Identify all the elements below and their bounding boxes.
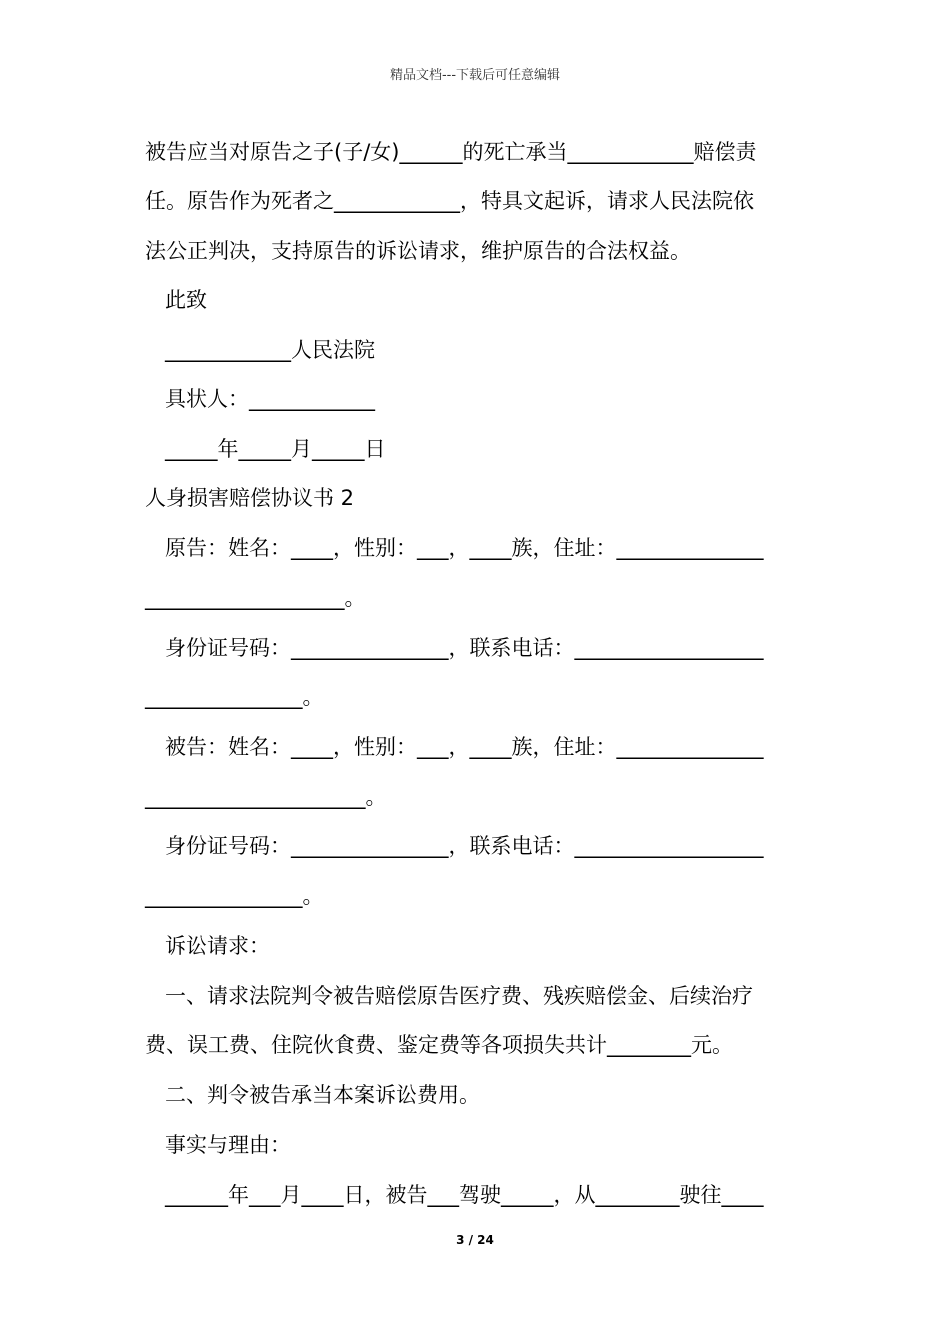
section-title: 人身损害赔偿协议书 2 [145,486,355,510]
court-line: ____________人民法院 [165,338,375,362]
defendant-phone-line: _______________。 [145,884,324,908]
plaintiff-info-line: 原告：姓名：____，性别：___，____族，住址：______________ [165,536,764,560]
claim-two-line: 二、判令被告承当本案诉讼费用。 [165,1083,480,1107]
defendant-id-line: 身份证号码：_______________，联系电话：__________________ [165,834,764,858]
claim-one-cont-line: 费、误工费、住院伙食费、鉴定费等各项损失共计________元。 [145,1033,733,1057]
page-number: 3 / 24 [456,1233,494,1247]
facts-heading: 事实与理由： [165,1133,291,1157]
signer-line: 具状人：____________ [165,387,375,411]
date-line: _____年_____月_____日 [165,437,386,461]
defendant-address-line: _____________________。 [145,785,387,809]
claim-one-line: 一、请求法院判令被告赔偿原告医疗费、残疾赔偿金、后续治疗 [165,984,753,1008]
claims-heading: 诉讼请求： [165,934,270,958]
paragraph-line: 法公正判决，支持原告的诉讼请求，维护原告的合法权益。 [145,239,691,263]
page-header: 精品文档---下载后可任意编辑 [389,68,561,83]
paragraph-line: 被告应当对原告之子(子/女)______的死亡承当____________赔偿责 [145,140,757,164]
defendant-info-line: 被告：姓名：____，性别：___，____族，住址：______________ [165,735,764,759]
plaintiff-address-line: ___________________。 [145,586,366,610]
plaintiff-id-line: 身份证号码：_______________，联系电话：__________________ [165,636,764,660]
facts-line: ______年___月____日，被告___驾驶_____，从________驶往____ [165,1183,764,1207]
salutation-line: 此致 [165,288,207,312]
plaintiff-phone-line: _______________。 [145,685,324,709]
paragraph-line: 任。原告作为死者之____________，特具文起诉，请求人民法院依 [145,189,754,213]
